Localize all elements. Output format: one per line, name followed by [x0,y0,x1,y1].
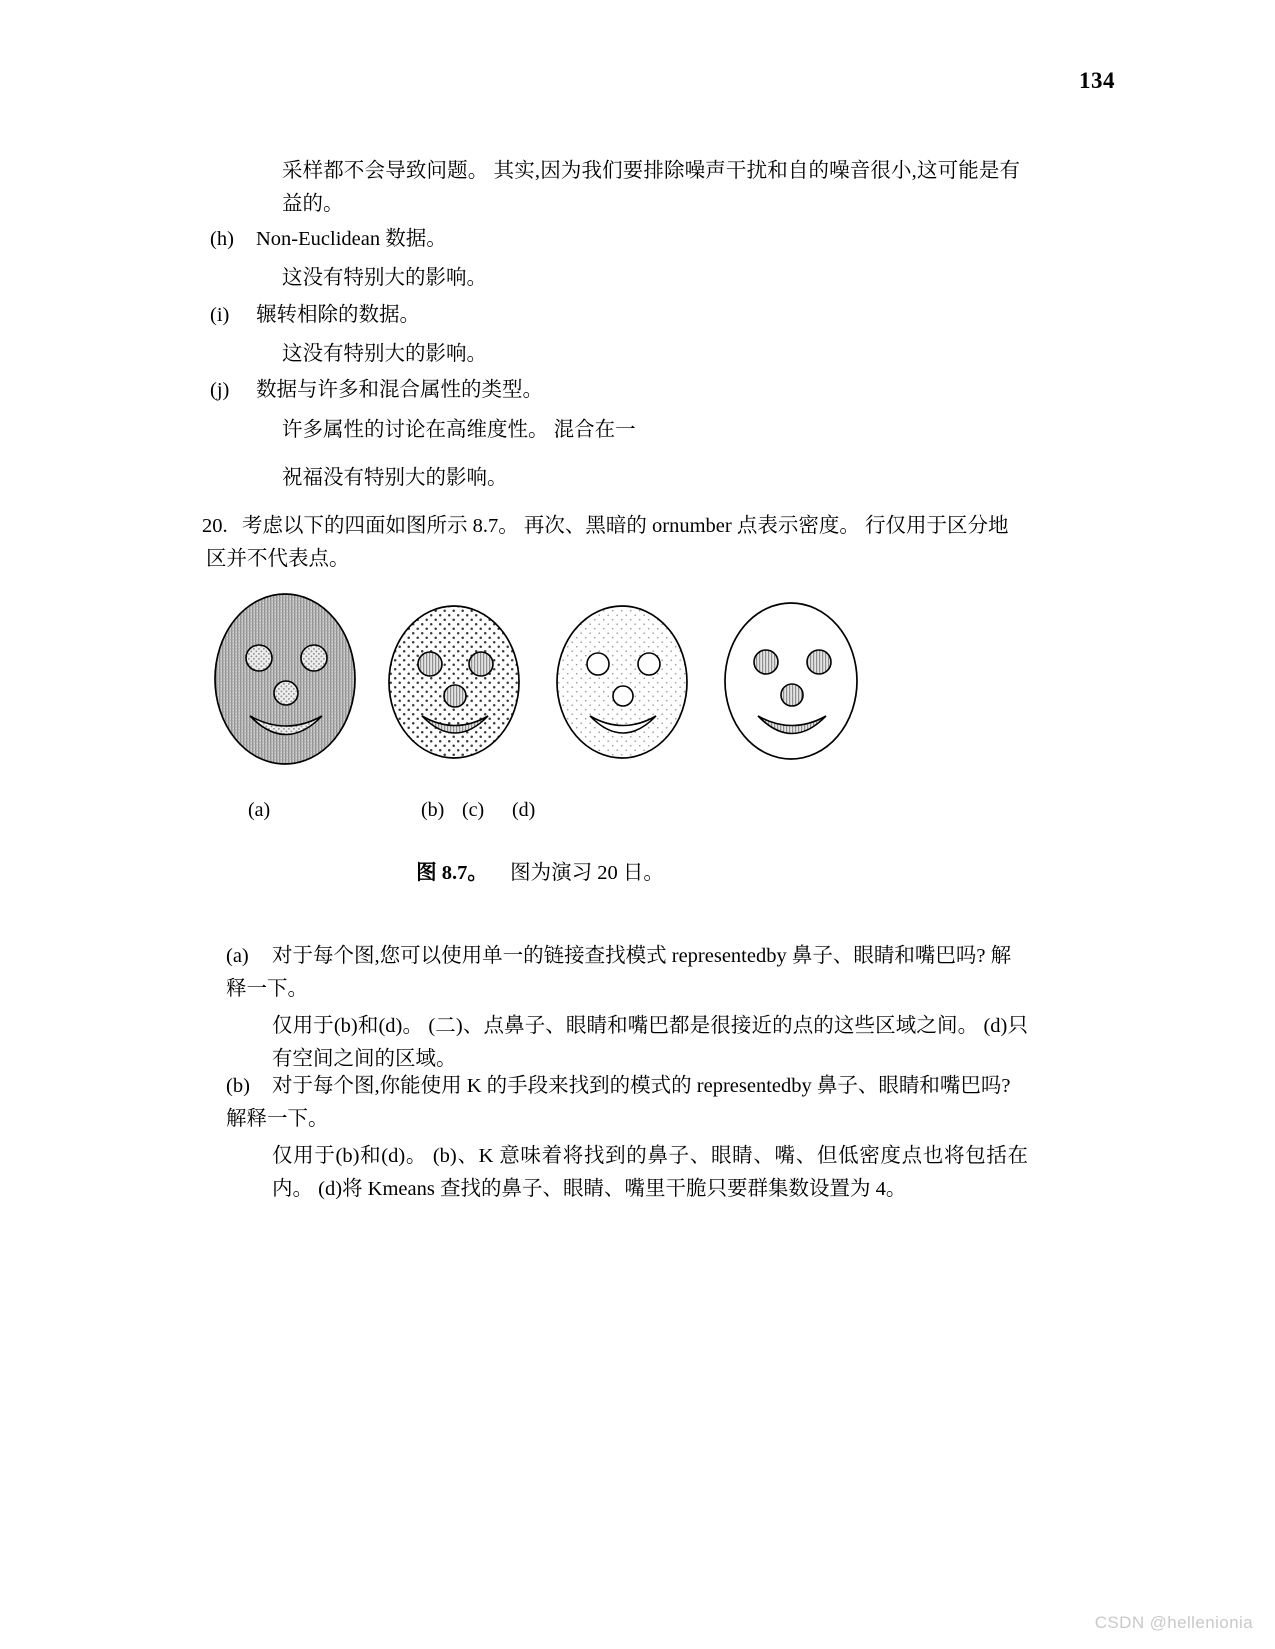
face-label-d: (d) [512,799,536,821]
item-h-label: Non-Euclidean 数据。 [256,228,447,250]
subquestion-b [226,1070,1026,1136]
figure-caption-number: 图 8.7。 [416,862,488,884]
face-b-right-eye [469,652,493,676]
item-j-marker: (j) [210,379,230,401]
subquestion-a-answer [272,1010,1028,1076]
list-item-20 [196,510,1020,576]
item-i-answer-text: 这没有特别大的影响。 [282,343,487,365]
item-h-answer-block [200,262,1020,295]
item-h-row [210,223,1020,256]
item-h-marker: (h) [210,228,234,250]
continuation-answer-block [200,155,1020,221]
face-a-left-eye [246,645,272,671]
subquestion-a [226,940,1026,1006]
face-b-nose [444,685,466,707]
item-20-row [202,510,1020,576]
subquestion-b-answer [272,1140,1028,1206]
item-20-text: 考虑以下的四面如图所示 8.7。 再次、黑暗的 ornumber 点表示密度。 行仅用于区分地区并不代表点。 [206,515,1009,570]
item-i-marker: (i) [210,304,230,326]
watermark: CSDN @hellenionia [1094,1613,1253,1632]
item-i-answer-block [200,338,1020,371]
figure-caption [200,855,880,885]
face-label-a: (a) [248,799,271,821]
face-a [210,590,360,768]
item-h-answer-text: 这没有特别大的影响。 [282,267,487,289]
subquestion-b-text: 对于每个图,你能使用 K 的手段来找到的模式的 representedby 鼻子、眼睛和嘴巴吗? 解释一下。 [226,1075,1011,1130]
face-b [384,604,524,760]
item-j-label: 数据与许多和混合属性的类型。 [256,379,543,401]
figure-8-7 [200,582,1080,912]
item-j-answer-block-2 [200,462,1020,495]
figure-caption-text: 图为演习 20 日。 [510,862,664,884]
face-a-nose [274,681,298,705]
subquestion-a-marker: (a) [226,945,249,967]
subquestion-a-answer-text: 仅用于(b)和(d)。 (二)、点鼻子、眼睛和嘴巴都是很接近的点的这些区域之间。 (d)只有空间之间的区域。 [272,1015,1028,1070]
face-label-c: (c) [462,799,485,821]
face-d-left-eye [754,650,778,674]
page-number: 134 [1079,68,1115,93]
list-item-i [200,299,1020,332]
item-j-row [210,374,1020,407]
face-c-left-eye [587,653,609,675]
list-item-h [200,223,1020,256]
face-d-nose [781,684,803,706]
item-j-answer-text-1: 许多属性的讨论在高维度性。 混合在一 [282,419,636,441]
subquestion-b-marker: (b) [226,1075,250,1097]
face-c [552,604,692,760]
subquestion-a-text: 对于每个图,您可以使用单一的链接查找模式 representedby 鼻子、眼睛和嘴巴吗? 解释一下。 [226,945,1012,1000]
face-c-right-eye [638,653,660,675]
item-j-answer-block-1 [200,414,1020,447]
face-labels [200,799,1080,829]
item-j-answer-text-2: 祝福没有特别大的影响。 [282,467,508,489]
item-i-label: 辗转相除的数据。 [256,304,420,326]
subquestion-a-row [226,940,1026,1006]
item-i-row [210,299,1020,332]
face-c-nose [613,686,633,706]
subquestion-b-answer-text: 仅用于(b)和(d)。 (b)、K 意味着将找到的鼻子、眼睛、嘴、但低密度点也将包括在内。 (d)将 Kmeans 查找的鼻子、眼睛、嘴里干脆只要群集数设置为 4。 [272,1145,1028,1200]
continuation-answer-text: 采样都不会导致问题。 其实,因为我们要排除噪声干扰和自的噪音很小,这可能是有益的。 [282,160,1020,215]
face-a-right-eye [301,645,327,671]
face-b-left-eye [418,652,442,676]
face-d-right-eye [807,650,831,674]
subquestion-b-row [226,1070,1026,1136]
face-d [720,600,862,762]
list-item-j [200,374,1020,407]
faces-row [200,582,1080,777]
item-20-marker: 20. [202,515,228,537]
face-label-b: (b) [421,799,445,821]
